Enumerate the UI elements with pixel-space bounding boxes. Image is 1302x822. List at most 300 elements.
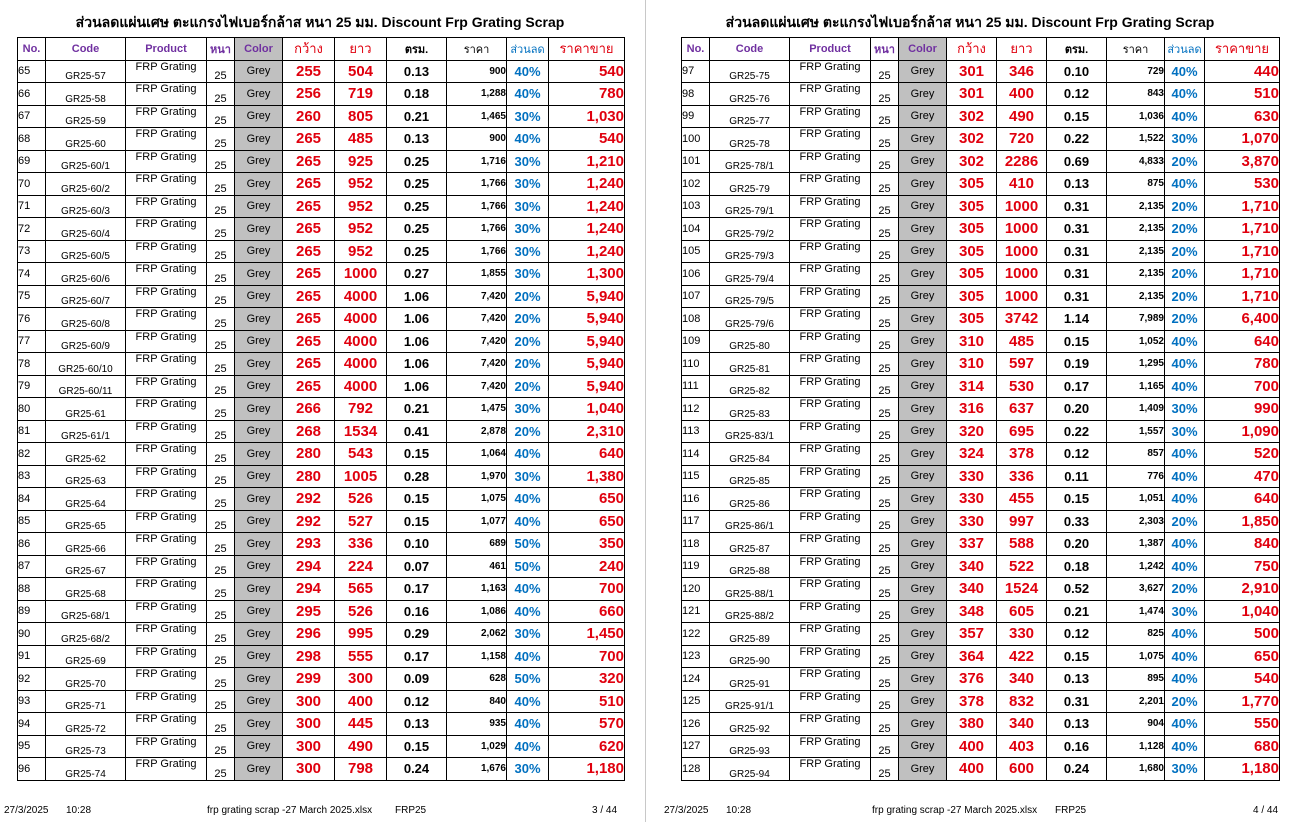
table-row [18,195,625,218]
cell-sale-price: 240 [549,555,625,578]
cell-thickness: 25 [871,398,899,421]
cell-sale-price: 840 [1205,533,1280,556]
cell-sqm: 0.15 [387,488,447,511]
cell-discount: 20% [1165,218,1205,241]
cell-sqm: 0.13 [1047,668,1107,691]
cell-sale-price: 1,070 [1205,128,1280,151]
cell-no: 69 [18,150,46,173]
table-row [18,60,625,83]
cell-thickness: 25 [871,240,899,263]
cell-product: FRP Grating [126,128,207,151]
cell-length: 522 [997,555,1047,578]
cell-sale-price: 1,380 [549,465,625,488]
cell-sqm: 0.31 [1047,263,1107,286]
cell-price: 900 [447,128,507,151]
cell-thickness: 25 [207,375,235,398]
cell-color: Grey [235,375,283,398]
cell-width: 305 [947,195,997,218]
cell-no: 81 [18,420,46,443]
cell-sqm: 0.24 [1047,758,1107,781]
cell-color: Grey [235,60,283,83]
cell-width: 376 [947,668,997,691]
cell-product: FRP Grating [126,420,207,443]
cell-width: 330 [947,488,997,511]
cell-product: FRP Grating [790,488,871,511]
cell-sqm: 0.13 [1047,713,1107,736]
cell-product: FRP Grating [790,420,871,443]
cell-no: 105 [682,240,710,263]
cell-discount: 50% [507,533,549,556]
cell-thickness: 25 [207,443,235,466]
cell-price: 1,029 [447,735,507,758]
cell-length: 952 [335,195,387,218]
cell-width: 265 [283,150,335,173]
cell-discount: 40% [1165,465,1205,488]
cell-price: 1,766 [447,195,507,218]
cell-product: FRP Grating [126,353,207,376]
cell-discount: 30% [507,398,549,421]
cell-price: 1,766 [447,218,507,241]
cell-code: GR25-57 [46,60,126,83]
cell-sale-price: 700 [549,578,625,601]
cell-thickness: 25 [871,128,899,151]
cell-sale-price: 540 [1205,668,1280,691]
footer-page-number: 4 / 44 [1253,805,1279,816]
cell-sqm: 0.25 [387,240,447,263]
cell-width: 300 [283,713,335,736]
cell-width: 295 [283,600,335,623]
cell-sqm: 0.17 [387,645,447,668]
cell-price: 1,465 [447,105,507,128]
price-table [681,37,1280,781]
cell-code: GR25-80 [710,330,790,353]
cell-code: GR25-61/1 [46,420,126,443]
table-row [18,150,625,173]
cell-sale-price: 500 [1205,623,1280,646]
cell-thickness: 25 [871,195,899,218]
cell-product: FRP Grating [790,578,871,601]
cell-thickness: 25 [871,150,899,173]
cell-product: FRP Grating [126,465,207,488]
cell-discount: 20% [1165,510,1205,533]
cell-width: 305 [947,240,997,263]
header-discount: ส่วนลด [507,38,549,61]
cell-code: GR25-60/2 [46,173,126,196]
cell-price: 843 [1107,83,1165,106]
cell-no: 99 [682,105,710,128]
header-thickness: หนา [871,38,899,61]
cell-width: 380 [947,713,997,736]
cell-discount: 20% [1165,690,1205,713]
cell-width: 256 [283,83,335,106]
cell-thickness: 25 [871,623,899,646]
cell-thickness: 25 [871,173,899,196]
cell-no: 112 [682,398,710,421]
cell-color: Grey [899,195,947,218]
cell-sqm: 0.25 [387,150,447,173]
cell-sale-price: 1,240 [549,195,625,218]
cell-sale-price: 550 [1205,713,1280,736]
cell-price: 7,420 [447,330,507,353]
table-row [18,623,625,646]
cell-sale-price: 540 [549,128,625,151]
cell-sale-price: 350 [549,533,625,556]
table-row [682,330,1280,353]
cell-thickness: 25 [871,83,899,106]
cell-discount: 40% [1165,375,1205,398]
cell-sqm: 0.07 [387,555,447,578]
cell-sqm: 0.09 [387,668,447,691]
cell-width: 364 [947,645,997,668]
cell-thickness: 25 [207,285,235,308]
cell-sqm: 0.18 [1047,555,1107,578]
cell-length: 1000 [997,195,1047,218]
cell-length: 336 [997,465,1047,488]
cell-price: 1,165 [1107,375,1165,398]
cell-thickness: 25 [871,60,899,83]
cell-color: Grey [235,735,283,758]
cell-length: 400 [335,690,387,713]
cell-no: 126 [682,713,710,736]
cell-no: 103 [682,195,710,218]
cell-discount: 20% [507,353,549,376]
cell-sqm: 0.15 [1047,645,1107,668]
cell-sqm: 0.20 [1047,398,1107,421]
cell-thickness: 25 [871,713,899,736]
cell-price: 7,420 [447,308,507,331]
table-header-row [18,38,625,61]
cell-sqm: 0.28 [387,465,447,488]
table-row [18,375,625,398]
cell-code: GR25-70 [46,668,126,691]
cell-width: 301 [947,60,997,83]
cell-price: 1,676 [447,758,507,781]
cell-product: FRP Grating [790,105,871,128]
cell-discount: 40% [1165,60,1205,83]
table-row [682,263,1280,286]
cell-price: 1,680 [1107,758,1165,781]
header-product: Product [126,38,207,61]
cell-color: Grey [235,83,283,106]
cell-color: Grey [899,420,947,443]
cell-color: Grey [899,330,947,353]
cell-product: FRP Grating [790,353,871,376]
cell-sale-price: 620 [549,735,625,758]
cell-discount: 40% [1165,645,1205,668]
cell-code: GR25-65 [46,510,126,533]
cell-color: Grey [899,690,947,713]
cell-thickness: 25 [871,420,899,443]
cell-code: GR25-85 [710,465,790,488]
cell-color: Grey [899,758,947,781]
table-row [682,533,1280,556]
cell-width: 305 [947,285,997,308]
cell-length: 3742 [997,308,1047,331]
cell-sqm: 0.18 [387,83,447,106]
cell-width: 299 [283,668,335,691]
cell-sale-price: 1,710 [1205,263,1280,286]
cell-code: GR25-72 [46,713,126,736]
cell-discount: 20% [1165,578,1205,601]
cell-sale-price: 640 [1205,330,1280,353]
cell-sqm: 0.13 [387,60,447,83]
cell-product: FRP Grating [790,263,871,286]
table-row [18,173,625,196]
cell-sale-price: 650 [1205,645,1280,668]
cell-product: FRP Grating [790,240,871,263]
cell-code: GR25-60 [46,128,126,151]
cell-thickness: 25 [871,375,899,398]
cell-length: 410 [997,173,1047,196]
cell-no: 108 [682,308,710,331]
cell-thickness: 25 [871,533,899,556]
cell-discount: 40% [507,645,549,668]
cell-length: 445 [335,713,387,736]
cell-price: 1,295 [1107,353,1165,376]
cell-product: FRP Grating [790,510,871,533]
cell-sale-price: 1,240 [549,240,625,263]
cell-price: 1,766 [447,240,507,263]
cell-discount: 40% [1165,713,1205,736]
table-row [18,578,625,601]
cell-sqm: 0.20 [1047,533,1107,556]
cell-discount: 40% [1165,555,1205,578]
cell-width: 302 [947,105,997,128]
cell-sqm: 0.31 [1047,690,1107,713]
table-row [682,668,1280,691]
footer-page-number: 3 / 44 [592,805,618,816]
cell-discount: 30% [507,195,549,218]
cell-no: 82 [18,443,46,466]
cell-length: 1534 [335,420,387,443]
cell-discount: 40% [1165,353,1205,376]
cell-sqm: 0.12 [1047,443,1107,466]
cell-price: 628 [447,668,507,691]
cell-product: FRP Grating [126,645,207,668]
header-thickness: หนา [207,38,235,61]
cell-code: GR25-60/1 [46,150,126,173]
table-row [18,105,625,128]
header-length: ยาว [335,38,387,61]
cell-thickness: 25 [871,105,899,128]
table-row [18,330,625,353]
cell-no: 128 [682,758,710,781]
cell-sale-price: 1,770 [1205,690,1280,713]
cell-thickness: 25 [871,735,899,758]
cell-price: 1,075 [1107,645,1165,668]
cell-product: FRP Grating [790,195,871,218]
cell-sale-price: 2,310 [549,420,625,443]
cell-sale-price: 650 [549,488,625,511]
cell-width: 316 [947,398,997,421]
cell-sqm: 0.15 [387,443,447,466]
cell-length: 346 [997,60,1047,83]
cell-thickness: 25 [207,533,235,556]
cell-width: 265 [283,128,335,151]
cell-sqm: 0.12 [1047,83,1107,106]
table-row [18,263,625,286]
table-row [682,578,1280,601]
cell-no: 84 [18,488,46,511]
cell-sqm: 1.06 [387,308,447,331]
cell-sqm: 0.29 [387,623,447,646]
cell-thickness: 25 [207,600,235,623]
cell-product: FRP Grating [790,375,871,398]
cell-code: GR25-66 [46,533,126,556]
cell-price: 1,855 [447,263,507,286]
cell-width: 268 [283,420,335,443]
cell-discount: 40% [507,60,549,83]
cell-sale-price: 530 [1205,173,1280,196]
cell-price: 1,158 [447,645,507,668]
table-row [18,713,625,736]
cell-length: 526 [335,600,387,623]
cell-length: 340 [997,668,1047,691]
cell-sale-price: 680 [1205,735,1280,758]
cell-code: GR25-83/1 [710,420,790,443]
cell-thickness: 25 [871,578,899,601]
cell-price: 1,387 [1107,533,1165,556]
header-sqm: ตรม. [1047,38,1107,61]
cell-sale-price: 640 [549,443,625,466]
cell-width: 260 [283,105,335,128]
cell-no: 116 [682,488,710,511]
cell-discount: 20% [507,420,549,443]
cell-discount: 20% [1165,150,1205,173]
cell-sale-price: 5,940 [549,353,625,376]
cell-product: FRP Grating [790,645,871,668]
cell-width: 320 [947,420,997,443]
cell-thickness: 25 [871,690,899,713]
cell-color: Grey [235,555,283,578]
cell-discount: 30% [1165,600,1205,623]
cell-sale-price: 520 [1205,443,1280,466]
table-row [682,128,1280,151]
cell-price: 689 [447,533,507,556]
table-row [682,173,1280,196]
cell-thickness: 25 [207,668,235,691]
sheet-page-4 [650,0,1290,822]
table-row [18,443,625,466]
cell-length: 4000 [335,375,387,398]
cell-code: GR25-79 [710,173,790,196]
cell-thickness: 25 [207,690,235,713]
cell-color: Grey [899,533,947,556]
cell-sale-price: 1,850 [1205,510,1280,533]
cell-product: FRP Grating [790,735,871,758]
cell-product: FRP Grating [790,330,871,353]
cell-discount: 30% [507,218,549,241]
cell-code: GR25-75 [710,60,790,83]
table-row [682,83,1280,106]
cell-sqm: 0.24 [387,758,447,781]
cell-length: 555 [335,645,387,668]
cell-sale-price: 5,940 [549,308,625,331]
cell-sale-price: 1,300 [549,263,625,286]
cell-sale-price: 1,180 [1205,758,1280,781]
cell-code: GR25-62 [46,443,126,466]
cell-length: 1005 [335,465,387,488]
cell-no: 66 [18,83,46,106]
cell-product: FRP Grating [790,713,871,736]
cell-color: Grey [235,128,283,151]
cell-sale-price: 440 [1205,60,1280,83]
cell-price: 1,052 [1107,330,1165,353]
footer-sheet: FRP25 [395,805,427,816]
cell-product: FRP Grating [126,443,207,466]
cell-product: FRP Grating [790,668,871,691]
cell-length: 719 [335,83,387,106]
header-color: Color [235,38,283,61]
cell-color: Grey [235,533,283,556]
cell-code: GR25-60/8 [46,308,126,331]
cell-sale-price: 6,400 [1205,308,1280,331]
cell-width: 255 [283,60,335,83]
cell-product: FRP Grating [126,285,207,308]
header-no: No. [682,38,710,61]
cell-width: 357 [947,623,997,646]
cell-price: 1,051 [1107,488,1165,511]
page-title: ส่วนลดแผ่นเศษ ตะแกรงไฟเบอร์กล้าส หนา 25 มม. Discount Frp Grating Scrap [75,14,565,30]
cell-sale-price: 640 [1205,488,1280,511]
cell-code: GR25-90 [710,645,790,668]
table-row [682,308,1280,331]
cell-code: GR25-81 [710,353,790,376]
cell-length: 340 [997,713,1047,736]
cell-code: GR25-60/3 [46,195,126,218]
cell-price: 2,135 [1107,285,1165,308]
cell-sale-price: 510 [1205,83,1280,106]
cell-length: 504 [335,60,387,83]
cell-price: 7,989 [1107,308,1165,331]
cell-width: 305 [947,263,997,286]
cell-width: 302 [947,150,997,173]
cell-color: Grey [235,353,283,376]
cell-sale-price: 570 [549,713,625,736]
cell-length: 952 [335,240,387,263]
cell-color: Grey [899,465,947,488]
cell-code: GR25-61 [46,398,126,421]
cell-width: 294 [283,555,335,578]
cell-color: Grey [235,285,283,308]
cell-length: 798 [335,758,387,781]
cell-discount: 20% [1165,240,1205,263]
cell-price: 1,163 [447,578,507,601]
cell-length: 720 [997,128,1047,151]
cell-sqm: 0.12 [387,690,447,713]
cell-width: 305 [947,308,997,331]
cell-product: FRP Grating [126,600,207,623]
cell-color: Grey [235,443,283,466]
cell-color: Grey [899,555,947,578]
cell-color: Grey [235,758,283,781]
cell-length: 224 [335,555,387,578]
cell-code: GR25-74 [46,758,126,781]
cell-product: FRP Grating [790,398,871,421]
footer-sheet: FRP25 [1055,805,1087,816]
table-row [682,600,1280,623]
cell-discount: 40% [1165,105,1205,128]
table-row [18,465,625,488]
cell-color: Grey [235,713,283,736]
cell-sqm: 0.21 [387,398,447,421]
cell-no: 109 [682,330,710,353]
cell-sale-price: 700 [1205,375,1280,398]
table-row [682,60,1280,83]
cell-no: 72 [18,218,46,241]
cell-code: GR25-76 [710,83,790,106]
cell-sale-price: 780 [1205,353,1280,376]
